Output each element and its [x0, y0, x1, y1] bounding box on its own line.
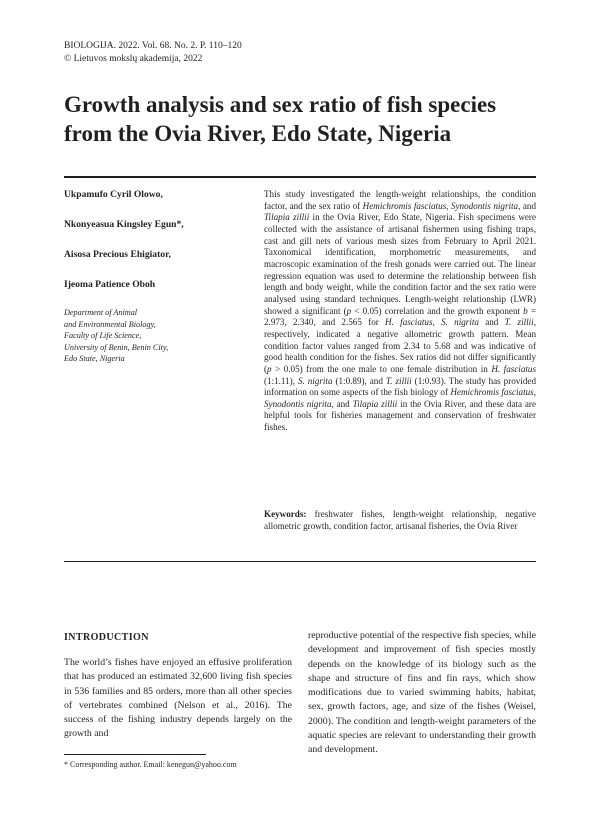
body-column-right	[308, 629, 536, 758]
journal-citation: BIOLOGIJA. 2022. Vol. 68. No. 2. P. 110–120	[64, 41, 242, 51]
affiliation-line: and Environmental Biology,	[64, 319, 156, 329]
abstract-text: This study investigated the length-weight relationships, the condition factor, and the sex ratio of Hemichromis fasciatus, Synodontis nigrita, and Tilapia zillii in the Ovia River, Edo State, Nigeria. Fish specimens were collected with the assistance of artisanal fishermen using fishing traps, cast and gill nets of various mesh sizes from February to April 2021. Taxonomical identification, morphometric measurements, and macroscopic examination of the fresh gonads were carried out. The linear regression equation was used to determine the relationship between fish length and body weight, while the condition factor and the sex ratio were analysed using standard techniques. Length-weight relationship (LWR) showed a significant (p < 0.05) correlation and the growth exponent b = 2.973, 2.340, and 2.565 for H. fasciatus, S. nigrita and T. zillii, respectively, indicated a negative allometric growth pattern. Mean condition factor values ranged from 2.34 to 5.68 and was indicative of good health condition for the fishes. Sex ratios did not differ significantly (p > 0.05) from the one male to one female distribution in H. fasciatus (1:1.11), S. nigrita (1:0.89), and T. zillii (1:0.93). The study has provided information on some aspects of the fish biology of Hemichromis fasciatus, Synodontis nigrita, and Tilapia zillii in the Ovia River, and these data are helpful tools for fisheries management and conservation of freshwater fishes.	[264, 189, 537, 433]
footnote: * Corresponding author. Email: kenegun@yahoo.com	[64, 760, 237, 769]
footnote-divider	[64, 754, 206, 755]
affiliation-line: Edo State, Nigeria	[64, 354, 125, 363]
keywords-label: Keywords:	[264, 509, 307, 519]
author-block	[64, 189, 244, 365]
body-column-left	[64, 632, 292, 742]
paper-title	[64, 90, 544, 148]
paper-title-line-2: from the Ovia River, Edo State, Nigeria	[64, 121, 452, 146]
author-name: Nkonyeasua Kingsley Egun*,	[64, 219, 184, 230]
paper-title-line-1: Growth analysis and sex ratio of fish species	[64, 92, 497, 117]
journal-header	[64, 40, 242, 66]
journal-copyright: © Lietuvos mokslų akademija, 2022	[64, 54, 203, 64]
affiliation-line: Department of Animal	[64, 308, 138, 317]
body-paragraph: reproductive potential of the respective fish species, while development and improvement of fish species mostly depends on the knowledge of its biology such as the shape and structure of fins and fin rays, which show modifications due to varied swimming habits, habitat, sex, growth factors, age, and size of the fishes (Weisel, 2000). The condition and length-weight parameters of the aquatic species are relevant to understanding their growth and development.	[308, 630, 536, 756]
author-affiliation	[64, 307, 244, 365]
section-heading: INTRODUCTION	[64, 632, 149, 643]
abstract	[264, 189, 536, 434]
affiliation-line: University of Benin, Benin City,	[64, 342, 169, 352]
section-divider	[64, 561, 536, 562]
keywords	[264, 509, 536, 533]
keywords-text: freshwater fishes, length-weight relationship, negative allometric growth, condition factor, artisanal fisheries, the Ovia River	[264, 509, 536, 531]
author-name: Ijeoma Patience Oboh	[64, 279, 156, 290]
title-divider	[64, 176, 536, 178]
author-name: Ukpamufo Cyril Olowo,	[64, 189, 163, 200]
affiliation-line: Faculty of Life Science,	[64, 331, 142, 340]
body-paragraph: The world’s fishes have enjoyed an effusive proliferation that has produced an estimated 32,600 living fish species in 536 families and 85 orders, more than all other species of vertebrates combined (Nelson et al., 2016). The success of the fishing industry depends largely on the growth and	[64, 657, 292, 740]
author-name: Aisosa Precious Ehigiator,	[64, 249, 171, 260]
